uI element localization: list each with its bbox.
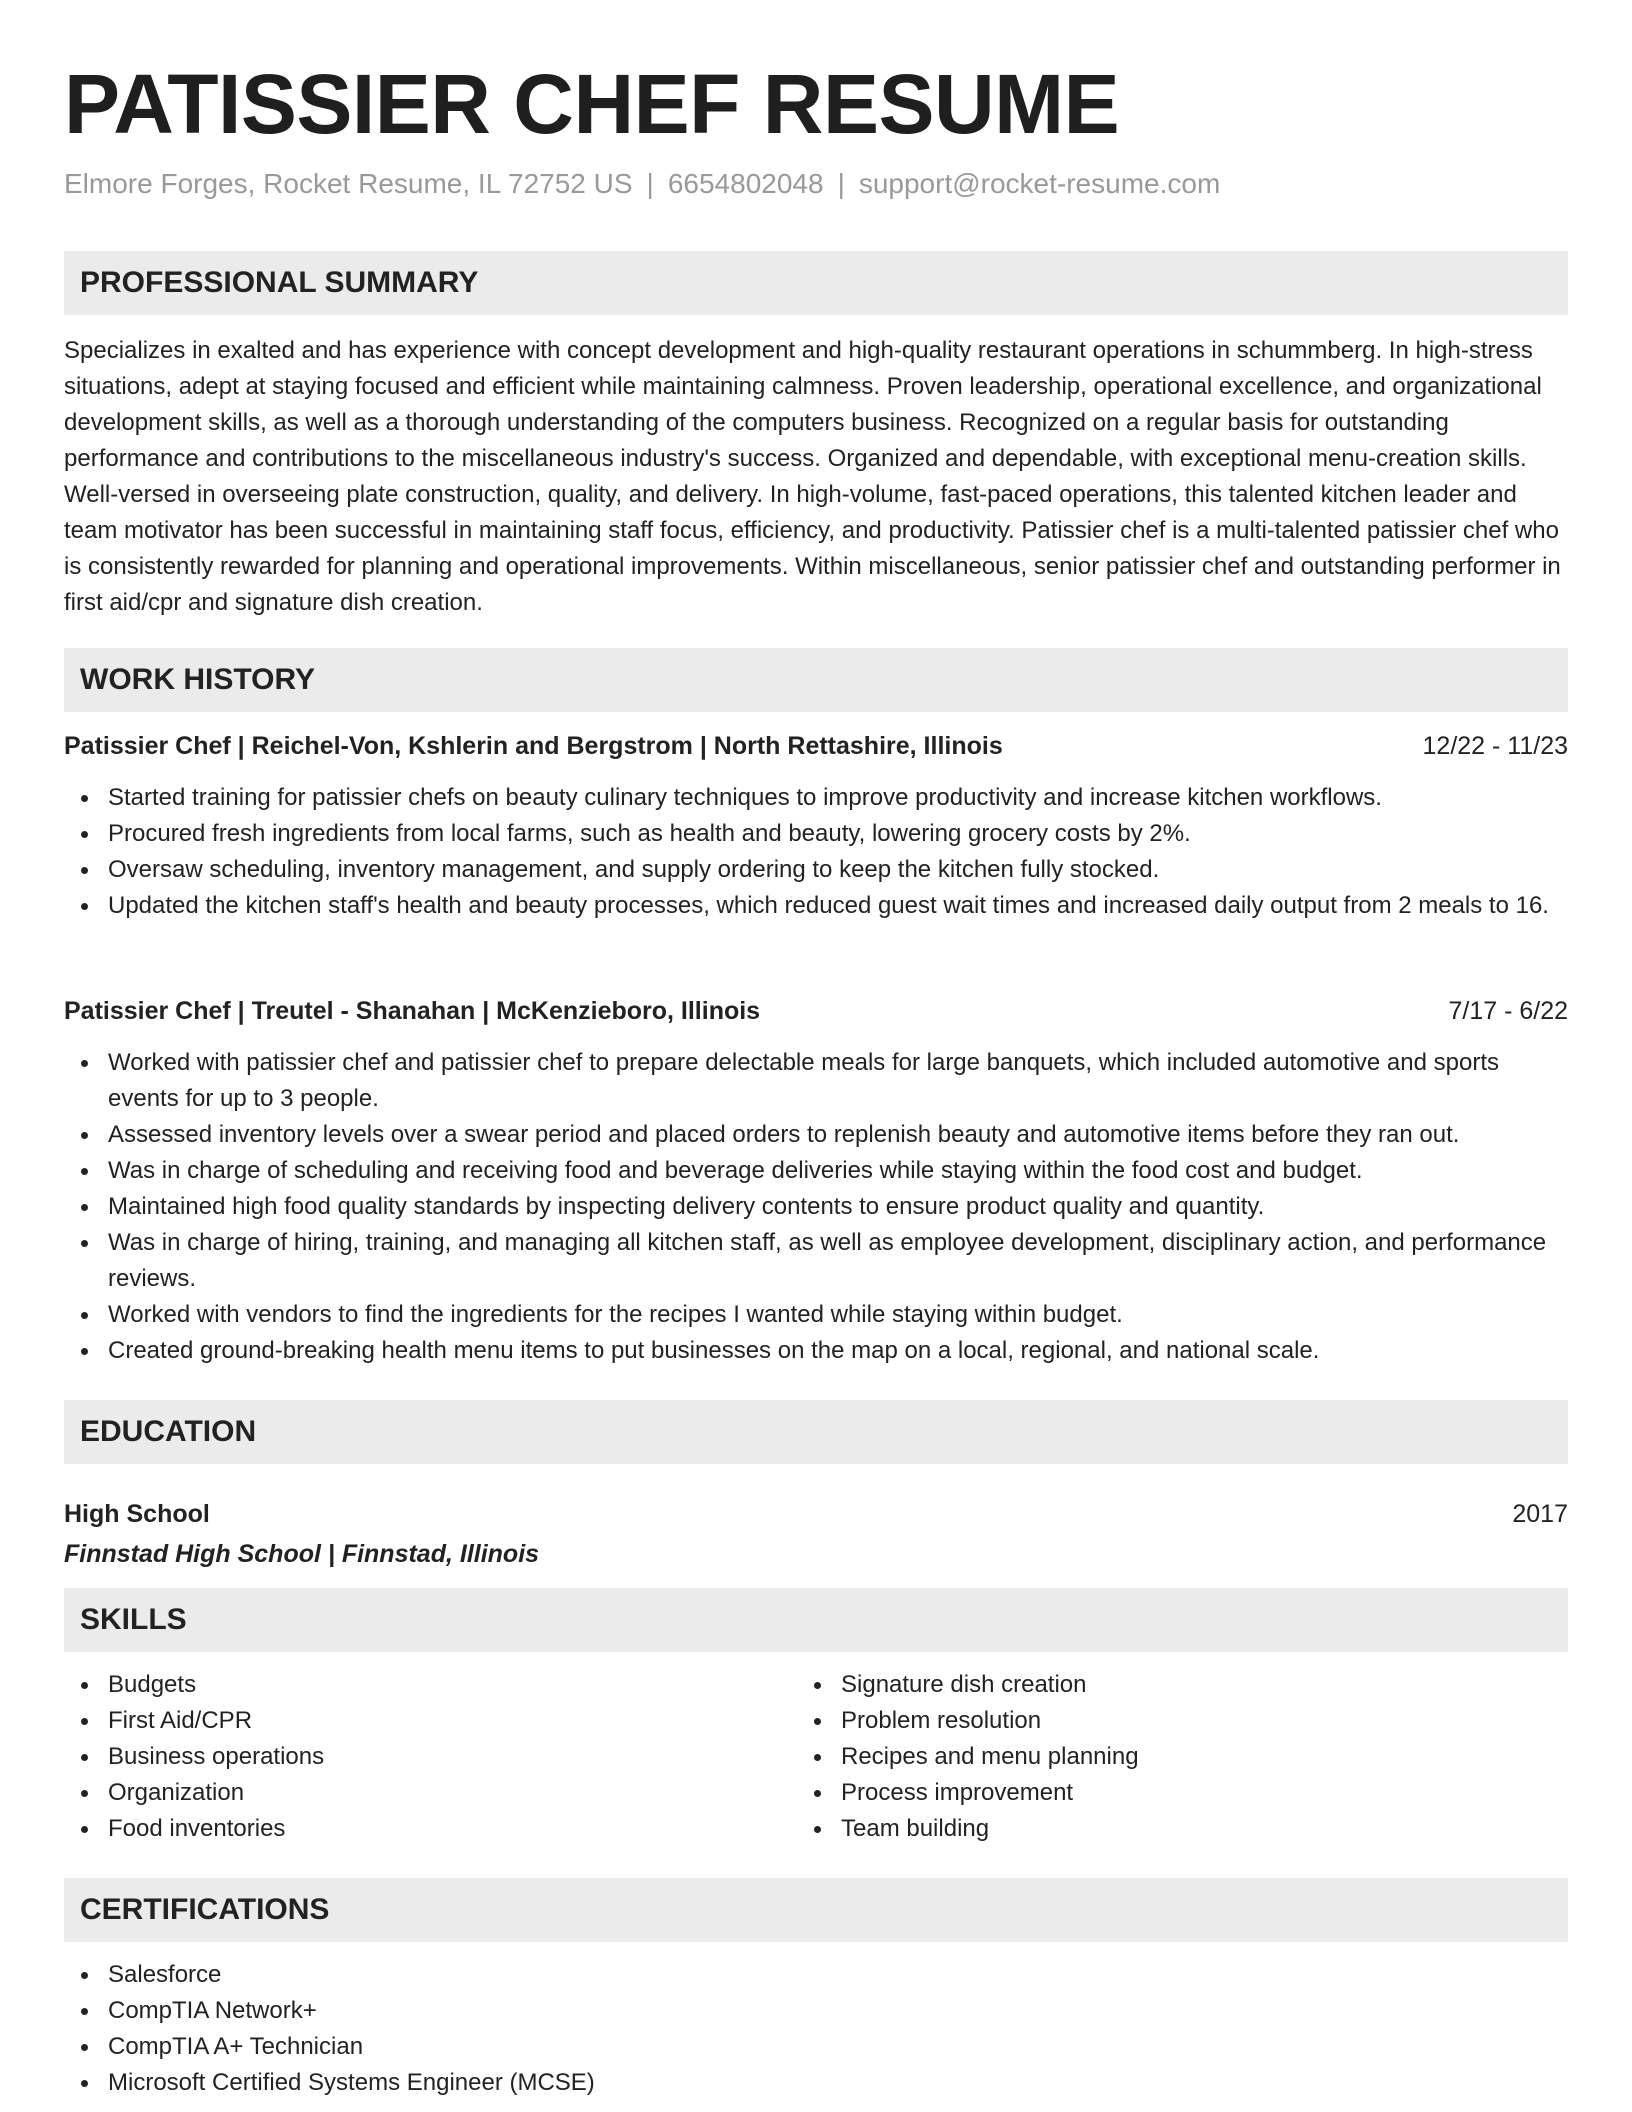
list-item: Oversaw scheduling, inventory management, and supply ordering to keep the kitchen fully stocked.: [64, 852, 1568, 888]
certification-item: CompTIA A+ Technician: [64, 2029, 1568, 2065]
summary-text: Specializes in exalted and has experience with concept development and high-quality restaurant operations in schummberg. In high-stress situations, adept at staying focused and efficient while maintaining calmness. Proven leadership, operational excellence, and organizational development skills, as well as a thorough understanding of the computers business. Recognized on a regular basis for outstanding performance and contributions to the miscellaneous industry's success. Organized and dependable, with exceptional menu-creation skills. Well-versed in overseeing plate construction, quality, and delivery. In high-volume, fast-paced operations, this talented kitchen leader and team motivator has been successful in maintaining staff focus, efficiency, and productivity. Patissier chef is a multi-talented patissier chef who is consistently rewarded for planning and operational improvements. Within miscellaneous, senior patissier chef and outstanding performer in first aid/cpr and signature dish creation.: [64, 337, 1561, 616]
section-header-skills: [64, 1588, 1568, 1652]
section-heading: CERTIFICATIONS: [80, 1893, 330, 1926]
job-bullet-list: [64, 1045, 1568, 1369]
contact-separator: |: [646, 168, 654, 199]
section-header-education: [64, 1400, 1568, 1464]
list-item: Created ground-breaking health menu items to put businesses on the map on a local, regional, and national scale.: [64, 1333, 1568, 1369]
skill-item: First Aid/CPR: [64, 1703, 1568, 1739]
education-degree: High School: [64, 1500, 210, 1528]
list-item: Was in charge of hiring, training, and managing all kitchen staff, as well as employee development, disciplinary action, and performance reviews.: [64, 1225, 1568, 1297]
job-header: [64, 728, 1568, 764]
skill-item: Organization: [64, 1775, 1568, 1811]
skill-item: Problem resolution: [797, 1703, 1632, 1739]
list-item: Updated the kitchen staff's health and beauty processes, which reduced guest wait times and increased daily output from 2 meals to 16.: [64, 888, 1568, 924]
contact-email: support@rocket-resume.com: [858, 168, 1221, 199]
section-heading: EDUCATION: [80, 1415, 257, 1448]
contact-line: [64, 164, 1220, 204]
education-school: Finnstad High School | Finnstad, Illinois: [64, 1540, 540, 1568]
certifications-list: [64, 1957, 1568, 2101]
education-year: 2017: [1512, 1500, 1568, 1528]
skill-item: Team building: [797, 1811, 1632, 1847]
section-header-work-history: [64, 648, 1568, 712]
job-dates: 7/17 - 6/22: [1448, 997, 1568, 1025]
section-header-certifications: [64, 1878, 1568, 1942]
contact-separator: |: [837, 168, 845, 199]
skill-item: Process improvement: [797, 1775, 1632, 1811]
list-item: Worked with patissier chef and patissier chef to prepare delectable meals for large banquets, which included automotive and sports events for up to 3 people.: [64, 1045, 1568, 1117]
resume-title: PATISSIER CHEF RESUME: [64, 57, 1120, 151]
certification-item: Salesforce: [64, 1957, 1568, 1993]
list-item: Started training for patissier chefs on beauty culinary techniques to improve productivity and increase kitchen workflows.: [64, 780, 1568, 816]
skill-item: Budgets: [64, 1667, 1568, 1703]
list-item: Maintained high food quality standards by inspecting delivery contents to ensure product quality and quantity.: [64, 1189, 1568, 1225]
section-heading: SKILLS: [80, 1603, 187, 1636]
skill-item: Business operations: [64, 1739, 1568, 1775]
job-header: [64, 993, 1568, 1029]
section-header-summary: [64, 251, 1568, 315]
job-bullet-list: [64, 780, 1568, 924]
list-item: Worked with vendors to find the ingredients for the recipes I wanted while staying within budget.: [64, 1297, 1568, 1333]
job-title: Patissier Chef | Treutel - Shanahan | McKenzieboro, Illinois: [64, 997, 761, 1025]
skills-list-right: [797, 1667, 1632, 1847]
contact-phone: 6654802048: [667, 168, 824, 199]
skill-item: Recipes and menu planning: [797, 1739, 1632, 1775]
job-dates: 12/22 - 11/23: [1422, 732, 1568, 760]
contact-address: Elmore Forges, Rocket Resume, IL 72752 US: [64, 168, 633, 199]
skill-item: Signature dish creation: [797, 1667, 1632, 1703]
list-item: Assessed inventory levels over a swear period and placed orders to replenish beauty and automotive items before they ran out.: [64, 1117, 1568, 1153]
section-heading: PROFESSIONAL SUMMARY: [80, 266, 479, 299]
skill-item: Food inventories: [64, 1811, 1568, 1847]
certification-item: Microsoft Certified Systems Engineer (MCSE): [64, 2065, 1568, 2101]
certification-item: CompTIA Network+: [64, 1993, 1568, 2029]
list-item: Procured fresh ingredients from local farms, such as health and beauty, lowering grocery costs by 2%.: [64, 816, 1568, 852]
list-item: Was in charge of scheduling and receiving food and beverage deliveries while staying within the food cost and budget.: [64, 1153, 1568, 1189]
job-title: Patissier Chef | Reichel-Von, Kshlerin and Bergstrom | North Rettashire, Illinois: [64, 732, 1003, 760]
section-heading: WORK HISTORY: [80, 663, 316, 696]
